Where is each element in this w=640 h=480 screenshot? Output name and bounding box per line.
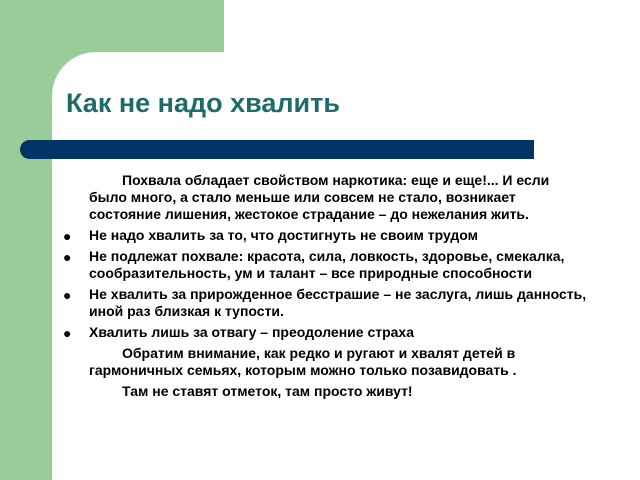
list-item: [62, 227, 587, 244]
list-item: [62, 286, 587, 320]
list-item-text: Не надо хвалить за то, что достигнуть не своим трудом: [89, 227, 479, 243]
page-title: Как не надо хвалить: [66, 88, 340, 118]
bullet-dot-icon: ●: [63, 228, 72, 244]
slide-body: [62, 172, 587, 404]
bullet-dot-icon: ●: [63, 287, 72, 303]
notice-paragraph: Обратим внимание, как редко и ругают и хвалят детей в гармоничных семьях, которым можно только позавидовать .: [89, 345, 517, 378]
list-item-text: Хвалить лишь за отвагу – преодоление страха: [89, 324, 415, 340]
list-item-text: Не подлежат похвале: красота, сила, ловкость, здоровье, смекалка, сообразительность, ум и талант – все природные способности: [89, 248, 565, 281]
list-item-text: Не хвалить за прирожденное бесстрашие – не заслуга, лишь данность, иной раз близкая к тупости.: [89, 286, 587, 319]
intro-paragraph: Похвала обладает свойством наркотика: еще и еще!... И если было много, а стало меньше или совсем не стало, возникает состояние лишения, жестокое страдание – до нежелания жить.: [89, 172, 550, 222]
list-item: [62, 324, 587, 341]
final-paragraph: Там не ставят отметок, там просто живут!: [122, 383, 413, 399]
title-divider-bar: [20, 140, 534, 159]
bullet-dot-icon: ●: [63, 249, 72, 265]
bullet-dot-icon: ●: [63, 325, 72, 341]
list-item: [62, 248, 587, 282]
